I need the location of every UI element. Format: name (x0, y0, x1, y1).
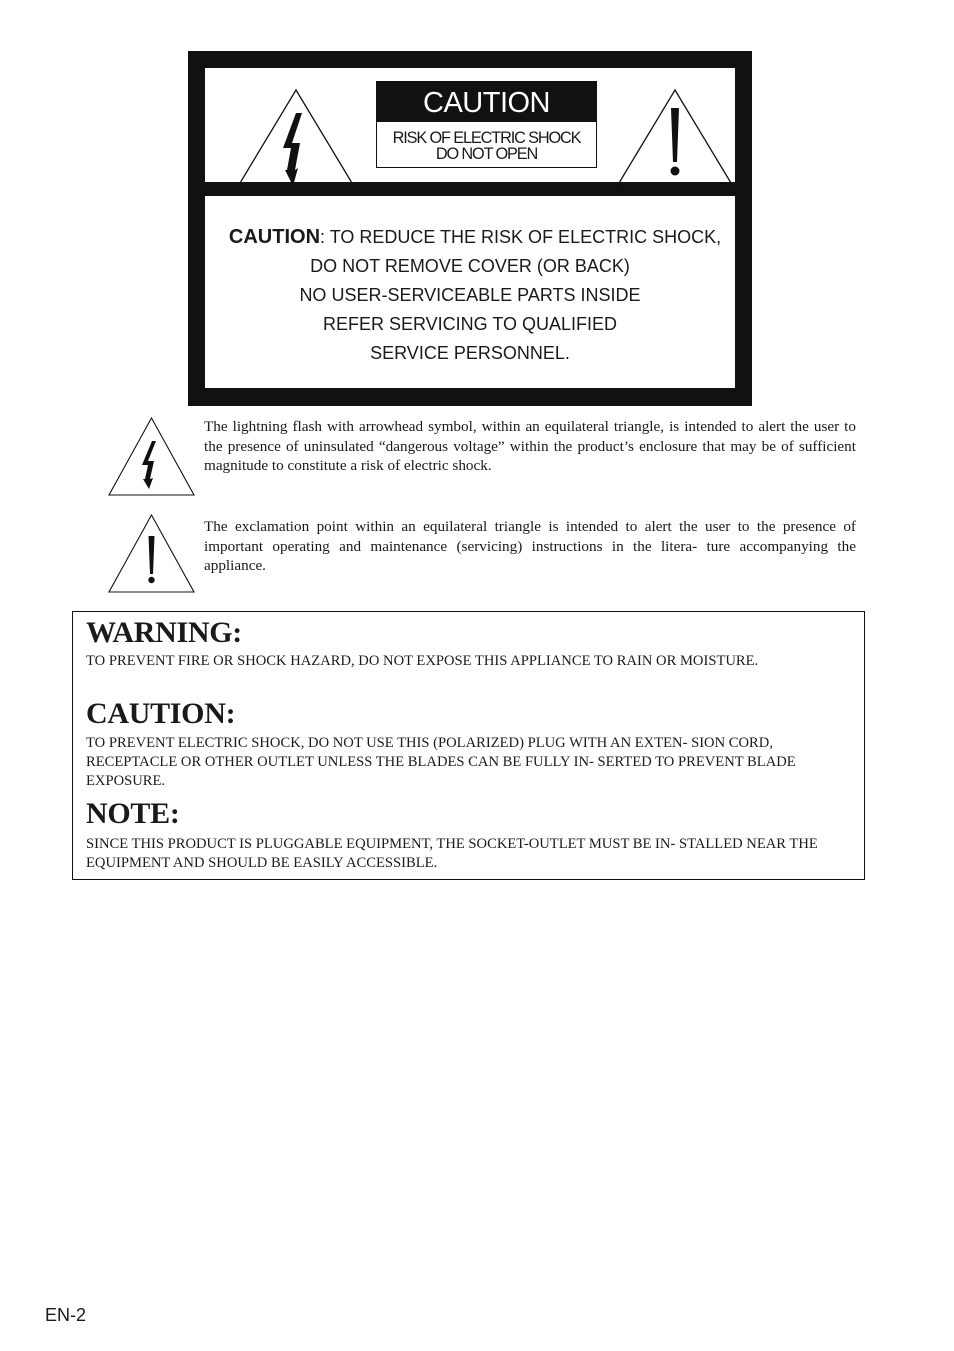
caution-line-2: DO NOT REMOVE COVER (OR BACK) (310, 256, 630, 276)
lightning-symbol-text: The lightning flash with arrowhead symbol, within an equilateral triangle, is intended to alert the user to the presence of uninsulated “dangerous voltage” within the product’s enclosure that may be of sufficient magnitude to constitute a risk of electric shock. (204, 418, 856, 475)
caution-label-header (205, 68, 735, 182)
caution-text: TO PREVENT ELECTRIC SHOCK, DO NOT USE THIS (POLARIZED) PLUG WITH AN EXTEN- SION CORD, RECEPTACLE OR OTHER OUTLET UNLESS THE BLADES CAN BE FULLY IN- SERTED TO PREVENT BLADE EXPOSURE. (86, 735, 796, 789)
caution-lead: CAUTION (228, 226, 321, 248)
exclamation-symbol-text: The exclamation point within an equilateral triangle is intended to alert the user to the presence of important operating and maintenance (servicing) instructions in the litera- ture accompanying the appliance. (204, 518, 856, 575)
badge-title: CAUTION (377, 82, 596, 122)
caution-line-4: REFER SERVICING TO QUALIFIED (322, 314, 618, 334)
warning-title: WARNING: (86, 616, 242, 649)
caution-line-3: NO USER-SERVICEABLE PARTS INSIDE (299, 285, 641, 305)
notices-box (72, 611, 865, 880)
note-text: SINCE THIS PRODUCT IS PLUGGABLE EQUIPMENT, THE SOCKET-OUTLET MUST BE IN- STALLED NEAR THE EQUIPMENT AND SHOULD BE EASILY ACCESSIBLE. (86, 836, 818, 871)
caution-title: CAUTION: (86, 697, 236, 730)
caution-line-1 (205, 223, 735, 252)
lightning-triangle-icon (108, 417, 195, 497)
caution-line-5: SERVICE PERSONNEL. (370, 343, 570, 363)
badge-subtitle (381, 122, 591, 162)
page-number: EN-2 (45, 1305, 87, 1325)
warning-text: TO PREVENT FIRE OR SHOCK HAZARD, DO NOT EXPOSE THIS APPLIANCE TO RAIN OR MOISTURE. (86, 653, 759, 669)
badge-line-1: RISK OF ELECTRIC SHOCK (392, 128, 581, 147)
exclamation-triangle-icon (614, 88, 736, 190)
exclamation-triangle-icon (108, 514, 195, 594)
caution-line-1-text: : TO REDUCE THE RISK OF ELECTRIC SHOCK, (320, 227, 722, 247)
note-title: NOTE: (86, 797, 180, 830)
lightning-triangle-icon (235, 88, 357, 190)
caution-badge (376, 81, 597, 168)
badge-line-2: DO NOT OPEN (435, 144, 538, 163)
caution-label-body (205, 196, 735, 388)
caution-label (188, 51, 752, 406)
